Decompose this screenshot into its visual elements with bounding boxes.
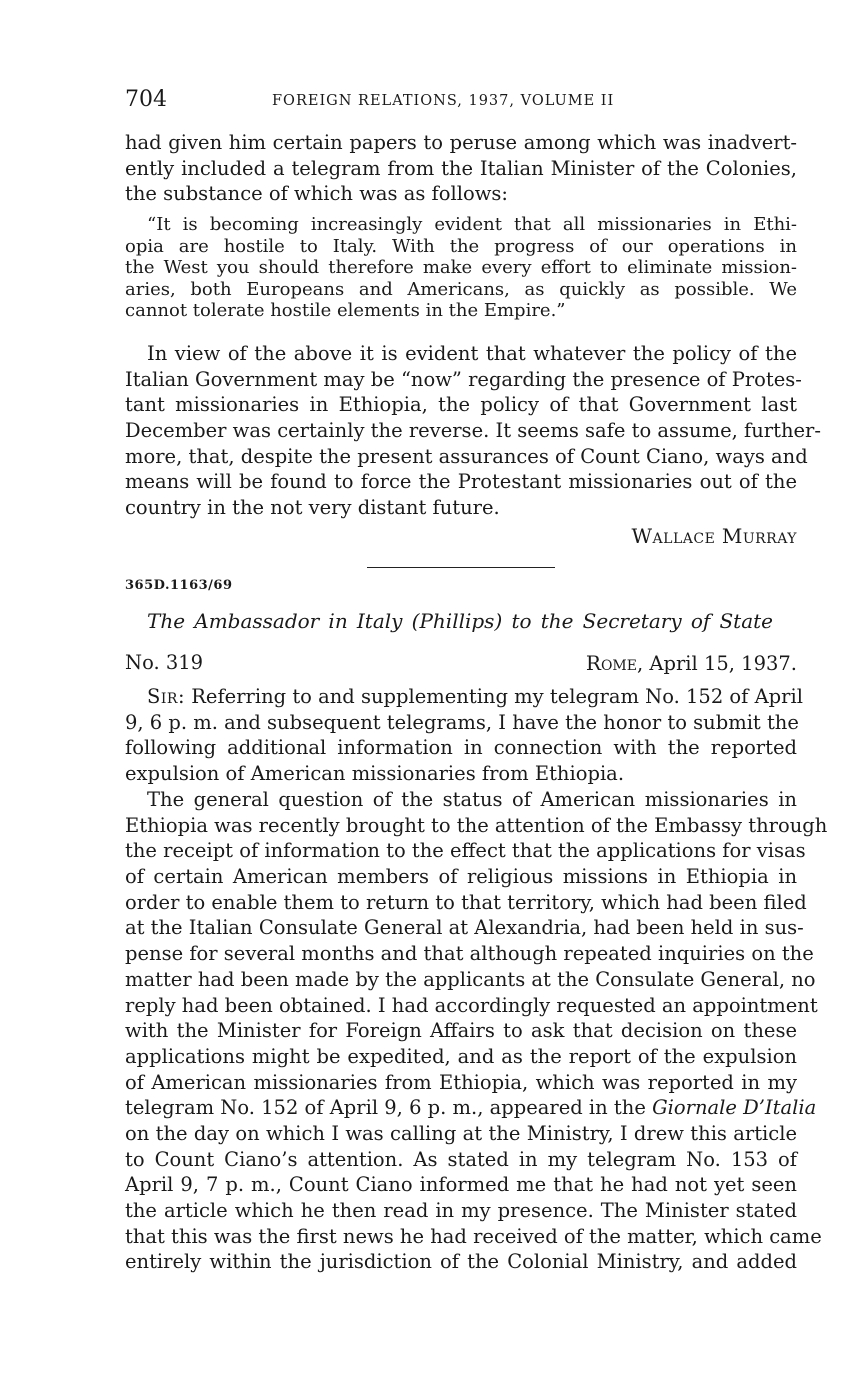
- file-number: 365D.1163/69: [125, 578, 233, 593]
- text-line: at the Italian Consulate General at Alexandria, had been held in sus-: [125, 916, 804, 940]
- text-line: SIR: Referring to and supplementing my telegram No. 152 of April: [147, 685, 803, 708]
- text-line: country in the not very distant future.: [125, 496, 500, 520]
- dispatch-number: No. 319: [125, 651, 204, 674]
- text-line: to Count Ciano’s attention. As stated in my telegram No. 153 of: [125, 1147, 797, 1171]
- text-line: In view of the above it is evident that whatever the policy of the: [147, 342, 797, 365]
- page-header: [125, 86, 797, 114]
- text-line: April 9, 7 p. m., Count Ciano informed me that he had not yet seen: [125, 1173, 797, 1197]
- text-line: the article which he then read in my presence. The Minister stated: [125, 1199, 797, 1222]
- text-line: tant missionaries in Ethiopia, the policy of that Government last: [125, 393, 797, 417]
- text-line: the substance of which was as follows:: [125, 182, 508, 206]
- text-line: 9, 6 p. m. and subsequent telegrams, I have the honor to submit the: [125, 710, 799, 734]
- block-quote: [125, 214, 797, 322]
- document-title: The Ambassador in Italy (Phillips) to the Secretary of State: [147, 609, 773, 633]
- paragraph-salutation: [125, 684, 803, 787]
- text-line: pense for several months and that although repeated inquiries on the: [125, 942, 814, 966]
- text-line: with the Minister for Foreign Affairs to ask that decision on these: [125, 1019, 797, 1043]
- quote-line: “It is becoming increasingly evident that all missionaries in Ethi-: [147, 214, 797, 235]
- text-line: order to enable them to return to that territory, which had been filed: [125, 890, 807, 914]
- text-line: the receipt of information to the effect that the applications for visas: [125, 839, 806, 863]
- text-line: of American missionaries from Ethiopia, which was reported in my: [125, 1070, 797, 1094]
- text-line: matter had been made by the applicants at the Consulate General, no: [125, 967, 816, 991]
- text-line: of certain American members of religious missions in Ethiopia in: [125, 865, 797, 889]
- text-line: Ethiopia was recently brought to the attention of the Embassy through: [125, 813, 828, 837]
- signature: WALLACE MURRAY: [631, 524, 797, 548]
- text-line: following additional information in connection with the reported: [125, 736, 797, 760]
- quote-line: cannot tolerate hostile elements in the Empire.”: [125, 300, 566, 321]
- quote-line: aries, both Europeans and Americans, as quickly as possible. We: [125, 278, 797, 300]
- text-line: ently included a telegram from the Italian Minister of the Colonies,: [125, 156, 797, 180]
- running-head: FOREIGN RELATIONS, 1937, VOLUME II: [272, 93, 615, 109]
- text-line: December was certainly the reverse. It seems safe to assume, further-: [125, 419, 821, 443]
- text-line: telegram No. 152 of April 9, 6 p. m., appeared in the Giornale D’Italia: [125, 1096, 817, 1120]
- quote-line: the West you should therefore make every effort to eliminate mission-: [125, 257, 797, 278]
- text-line: expulsion of American missionaries from Ethiopia.: [125, 762, 625, 786]
- section-divider: [367, 567, 555, 568]
- text-line: means will be found to force the Protestant missionaries out of the: [125, 470, 797, 494]
- paragraph-conclusion: [125, 341, 821, 521]
- text-line: more, that, despite the present assurances of Count Ciano, ways and: [125, 444, 808, 468]
- salutation: SIR:: [147, 685, 186, 708]
- text-line: applications might be expedited, and as the report of the expulsion: [125, 1044, 797, 1068]
- page-number: 704: [125, 87, 167, 112]
- text-line: entirely within the jurisdiction of the Colonial Ministry, and added: [125, 1250, 797, 1274]
- newspaper-title: Giornale D’Italia: [652, 1096, 817, 1120]
- quote-line: opia are hostile to Italy. With the progress of our operations in: [125, 235, 797, 257]
- paragraph-main: [125, 787, 828, 1275]
- dispatch-place-date: ROME, April 15, 1937.: [585, 651, 797, 675]
- text-line: had given him certain papers to peruse among which was inadvert-: [125, 131, 797, 154]
- text-line: that this was the first news he had received of the matter, which came: [125, 1224, 822, 1248]
- text-line: The general question of the status of American missionaries in: [147, 788, 797, 811]
- paragraph-continuation: [125, 130, 797, 207]
- text-line: reply had been obtained. I had accordingly requested an appointment: [125, 993, 818, 1017]
- text-line: Italian Government may be “now” regarding the presence of Protes-: [125, 367, 802, 391]
- text-line: on the day on which I was calling at the Ministry, I drew this article: [125, 1121, 797, 1145]
